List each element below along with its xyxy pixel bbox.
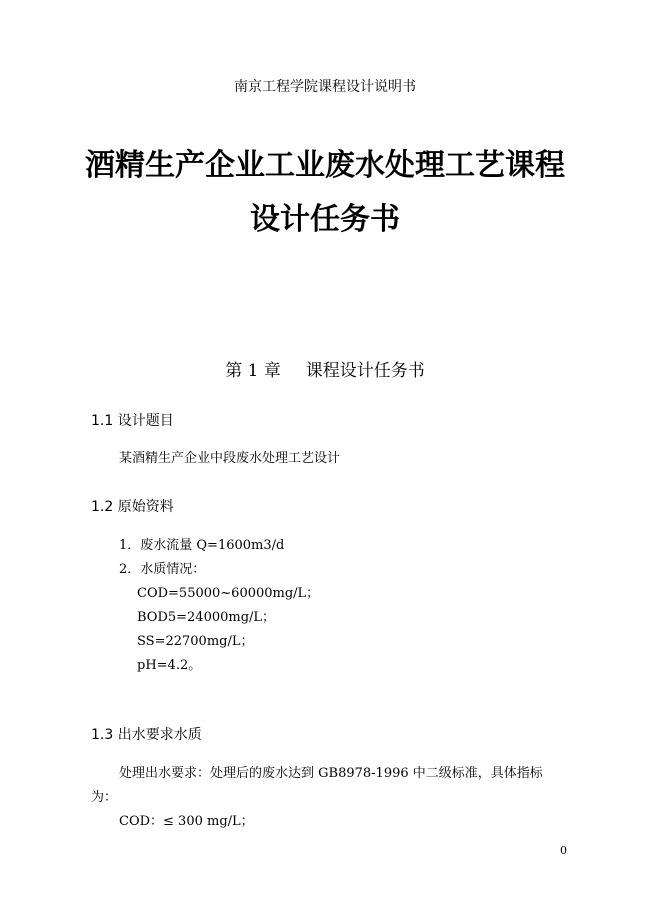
section-title: 设计题目 bbox=[117, 413, 174, 429]
page-number: 0 bbox=[560, 844, 567, 857]
section-title: 出水要求水质 bbox=[117, 727, 202, 743]
document-title-line-2: 设计任务书 bbox=[250, 202, 400, 237]
cod-value: COD=55000~60000mg/L； bbox=[137, 586, 320, 601]
section-heading-1-1 bbox=[91, 410, 174, 430]
ss-value: SS=22700mg/L； bbox=[137, 634, 254, 649]
flow-rate-item: 1．废水流量 Q=1600m3/d bbox=[119, 538, 285, 553]
water-quality-item: 2．水质情况： bbox=[119, 562, 206, 577]
section-title: 原始资料 bbox=[117, 499, 174, 515]
chapter-prefix: 第 bbox=[225, 361, 243, 381]
design-topic-text: 某酒精生产企业中段废水处理工艺设计 bbox=[119, 451, 341, 466]
ph-value: pH=4.2。 bbox=[137, 658, 202, 673]
section-heading-1-2 bbox=[91, 496, 174, 516]
section-heading-1-3 bbox=[91, 724, 202, 744]
effluent-cod-limit: COD：≤ 300 mg/L； bbox=[119, 814, 254, 829]
page-header: 南京工程学院课程设计说明书 bbox=[234, 79, 416, 95]
chapter-heading bbox=[0, 356, 650, 381]
section-number: 1.2 bbox=[91, 499, 114, 515]
bod-value: BOD5=24000mg/L； bbox=[137, 610, 276, 625]
chapter-name: 课程设计任务书 bbox=[305, 361, 425, 381]
effluent-requirement-line-2: 为： bbox=[91, 790, 118, 805]
section-number: 1.1 bbox=[91, 413, 114, 429]
chapter-number: 1 bbox=[247, 361, 259, 381]
chapter-suffix: 章 bbox=[263, 361, 281, 381]
effluent-requirement-line-1: 处理出水要求：处理后的废水达到 GB8978-1996 中二级标准，具体指标 bbox=[119, 766, 543, 781]
document-title-line-1: 酒精生产企业工业废水处理工艺课程 bbox=[85, 148, 565, 183]
section-number: 1.3 bbox=[91, 727, 114, 743]
